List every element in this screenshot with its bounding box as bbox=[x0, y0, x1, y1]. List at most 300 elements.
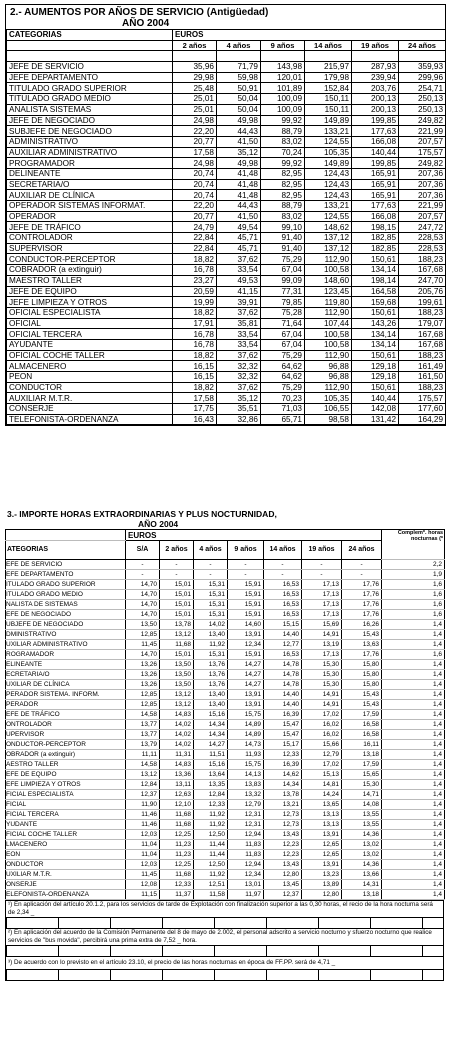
value-cell: 67,04 bbox=[261, 265, 305, 276]
category-cell: ONDUCTOR-PERCEPTOR bbox=[6, 740, 126, 750]
value-cell: 96,88 bbox=[305, 361, 352, 372]
col-header: 4 años bbox=[194, 541, 228, 560]
category-cell: ONTROLADOR bbox=[6, 720, 126, 730]
table-row bbox=[7, 104, 446, 115]
value-cell: 22,20 bbox=[173, 126, 217, 137]
spacer-row bbox=[7, 51, 446, 62]
value-cell: 44,43 bbox=[217, 126, 261, 137]
category-cell: JEFE DE NEGOCIADO bbox=[7, 115, 173, 126]
table-row bbox=[6, 680, 445, 690]
table-row bbox=[6, 600, 445, 610]
value-cell: 71,64 bbox=[261, 318, 305, 329]
table-row bbox=[7, 318, 446, 329]
value-cell: 37,62 bbox=[217, 307, 261, 318]
value-cell: 12,08 bbox=[126, 880, 160, 890]
value-cell: 15,43 bbox=[342, 630, 382, 640]
complement-cell: 2,2 bbox=[382, 560, 445, 570]
category-cell: TITULADO GRADO SUPERIOR bbox=[7, 83, 173, 94]
columns-header-row bbox=[6, 541, 445, 560]
value-cell: 198,15 bbox=[352, 222, 399, 233]
category-cell: YUDANTE bbox=[6, 820, 126, 830]
value-cell: 15,30 bbox=[302, 670, 342, 680]
complement-cell: 1,4 bbox=[382, 770, 445, 780]
value-cell: 13,36 bbox=[160, 770, 194, 780]
value-cell: 207,57 bbox=[399, 211, 446, 222]
value-cell: 15,91 bbox=[228, 650, 264, 660]
value-cell: 64,62 bbox=[261, 361, 305, 372]
value-cell: 82,95 bbox=[261, 168, 305, 179]
value-cell: 15,15 bbox=[264, 620, 302, 630]
category-cell: TELEFONISTA-ORDENANZA bbox=[7, 414, 173, 425]
value-cell: 11,11 bbox=[126, 750, 160, 760]
complement-cell: 1,4 bbox=[382, 830, 445, 840]
value-cell: 75,29 bbox=[261, 350, 305, 361]
category-cell: JEFE DE EQUIPO bbox=[7, 286, 173, 297]
value-cell: 77,31 bbox=[261, 286, 305, 297]
value-cell: 18,82 bbox=[173, 382, 217, 393]
value-cell: 16,43 bbox=[173, 414, 217, 425]
value-cell: 25,01 bbox=[173, 104, 217, 115]
value-cell: 134,14 bbox=[352, 339, 399, 350]
table-row bbox=[6, 760, 445, 770]
value-cell: 99,92 bbox=[261, 115, 305, 126]
value-cell: 44,43 bbox=[217, 201, 261, 212]
header-euros: EUROS bbox=[126, 530, 382, 541]
value-cell: 14,34 bbox=[264, 780, 302, 790]
year-header: 14 años bbox=[305, 40, 352, 51]
value-cell: 13,21 bbox=[264, 800, 302, 810]
value-cell: 15,13 bbox=[302, 770, 342, 780]
value-cell: 14,91 bbox=[302, 630, 342, 640]
aumentos-section bbox=[5, 4, 446, 426]
value-cell: 161,49 bbox=[399, 361, 446, 372]
value-cell: 13,43 bbox=[264, 860, 302, 870]
value-cell: 188,23 bbox=[399, 382, 446, 393]
value-cell: 137,12 bbox=[305, 233, 352, 244]
value-cell: 15,31 bbox=[194, 650, 228, 660]
category-cell: OFICIAL TERCERA bbox=[7, 329, 173, 340]
value-cell: 13,26 bbox=[126, 660, 160, 670]
table-row bbox=[7, 190, 446, 201]
category-cell: CONDUCTOR bbox=[7, 382, 173, 393]
value-cell: 29,98 bbox=[173, 72, 217, 83]
aumentos-table bbox=[6, 29, 446, 425]
value-cell: 175,57 bbox=[399, 393, 446, 404]
value-cell: 12,33 bbox=[264, 750, 302, 760]
complement-cell: 1,4 bbox=[382, 700, 445, 710]
category-cell: EFE LIMPIEZA Y OTROS bbox=[6, 780, 126, 790]
divider bbox=[6, 917, 443, 928]
value-cell: 18,82 bbox=[173, 307, 217, 318]
value-cell: 15,65 bbox=[342, 770, 382, 780]
complement-cell: 1,4 bbox=[382, 630, 445, 640]
value-cell: 124,43 bbox=[305, 179, 352, 190]
value-cell: 119,80 bbox=[305, 297, 352, 308]
year-header: 4 años bbox=[217, 40, 261, 51]
value-cell: 14,02 bbox=[160, 730, 194, 740]
value-cell: 20,77 bbox=[173, 136, 217, 147]
table-row bbox=[7, 329, 446, 340]
value-cell: 13,79 bbox=[126, 740, 160, 750]
category-cell: EFE DE NEGOCIADO bbox=[6, 610, 126, 620]
value-cell: 13,76 bbox=[194, 680, 228, 690]
value-cell: 16,26 bbox=[342, 620, 382, 630]
value-cell: 12,80 bbox=[302, 890, 342, 900]
category-cell: FICIAL TERCERA bbox=[6, 810, 126, 820]
horas-extra-section bbox=[5, 509, 444, 981]
value-cell: 129,18 bbox=[352, 361, 399, 372]
value-cell: 11,45 bbox=[126, 870, 160, 880]
value-cell: 13,40 bbox=[194, 630, 228, 640]
value-cell: 35,96 bbox=[173, 62, 217, 73]
value-cell: 15,16 bbox=[194, 710, 228, 720]
value-cell: 215,97 bbox=[305, 62, 352, 73]
value-cell: 15,91 bbox=[228, 610, 264, 620]
complement-cell: 1,4 bbox=[382, 710, 445, 720]
value-cell: 254,71 bbox=[399, 83, 446, 94]
value-cell: 120,01 bbox=[261, 72, 305, 83]
value-cell: 15,17 bbox=[264, 740, 302, 750]
value-cell: - bbox=[264, 570, 302, 580]
value-cell: 20,74 bbox=[173, 190, 217, 201]
year-header: 24 años bbox=[399, 40, 446, 51]
value-cell: 12,25 bbox=[160, 860, 194, 870]
value-cell: 39,91 bbox=[217, 297, 261, 308]
value-cell: 12,34 bbox=[228, 640, 264, 650]
category-cell: OPERADOR bbox=[7, 211, 173, 222]
value-cell: 200,13 bbox=[352, 94, 399, 105]
value-cell: 166,08 bbox=[352, 211, 399, 222]
value-cell: 14,91 bbox=[302, 700, 342, 710]
value-cell: 16,53 bbox=[264, 580, 302, 590]
value-cell: 165,91 bbox=[352, 190, 399, 201]
value-cell: 123,45 bbox=[305, 286, 352, 297]
value-cell: 49,98 bbox=[217, 115, 261, 126]
value-cell: 17,76 bbox=[342, 580, 382, 590]
value-cell: 24,98 bbox=[173, 158, 217, 169]
value-cell: 15,47 bbox=[264, 720, 302, 730]
value-cell: 14,89 bbox=[228, 730, 264, 740]
category-cell: UPERVISOR bbox=[6, 730, 126, 740]
value-cell: 11,46 bbox=[126, 820, 160, 830]
table-row bbox=[6, 730, 445, 740]
category-cell: AYUDANTE bbox=[7, 339, 173, 350]
table-row bbox=[7, 94, 446, 105]
table-row bbox=[6, 770, 445, 780]
value-cell: 15,31 bbox=[194, 590, 228, 600]
value-cell: 142,08 bbox=[352, 404, 399, 415]
table-row bbox=[7, 222, 446, 233]
value-cell: 150,61 bbox=[352, 350, 399, 361]
complement-cell: 1,4 bbox=[382, 820, 445, 830]
category-cell: SECRETARIA/O bbox=[7, 179, 173, 190]
category-cell: ROGRAMADOR bbox=[6, 650, 126, 660]
table-row bbox=[6, 650, 445, 660]
value-cell: 12,31 bbox=[228, 810, 264, 820]
value-cell: 165,91 bbox=[352, 179, 399, 190]
value-cell: 199,85 bbox=[352, 158, 399, 169]
value-cell: 249,82 bbox=[399, 115, 446, 126]
value-cell: 14,34 bbox=[194, 720, 228, 730]
value-cell: 17,13 bbox=[302, 650, 342, 660]
value-cell: 13,12 bbox=[160, 700, 194, 710]
value-cell: 13,89 bbox=[302, 880, 342, 890]
value-cell: 159,68 bbox=[352, 297, 399, 308]
table-row bbox=[7, 83, 446, 94]
value-cell: 13,91 bbox=[228, 690, 264, 700]
value-cell: 150,61 bbox=[352, 254, 399, 265]
value-cell: 14,78 bbox=[264, 660, 302, 670]
value-cell: 101,89 bbox=[261, 83, 305, 94]
value-cell: 50,91 bbox=[217, 83, 261, 94]
value-cell: 182,85 bbox=[352, 233, 399, 244]
value-cell: 12,33 bbox=[160, 880, 194, 890]
value-cell: 100,09 bbox=[261, 104, 305, 115]
value-cell: 299,96 bbox=[399, 72, 446, 83]
value-cell: 17,76 bbox=[342, 600, 382, 610]
value-cell: 13,13 bbox=[302, 810, 342, 820]
value-cell: 12,94 bbox=[228, 830, 264, 840]
table-row bbox=[7, 361, 446, 372]
table-row bbox=[7, 307, 446, 318]
value-cell: 112,90 bbox=[305, 350, 352, 361]
value-cell: 13,91 bbox=[228, 700, 264, 710]
value-cell: 11,23 bbox=[160, 840, 194, 850]
value-cell: 15,01 bbox=[160, 650, 194, 660]
value-cell: 228,53 bbox=[399, 243, 446, 254]
value-cell: 14,70 bbox=[126, 590, 160, 600]
category-cell: OFICIAL COCHE TALLER bbox=[7, 350, 173, 361]
value-cell: 11,97 bbox=[228, 890, 264, 900]
value-cell: 16,39 bbox=[264, 760, 302, 770]
value-cell: 11,23 bbox=[160, 850, 194, 860]
value-cell: 14,81 bbox=[302, 780, 342, 790]
value-cell: 13,12 bbox=[160, 690, 194, 700]
value-cell: 15,01 bbox=[160, 590, 194, 600]
category-cell: EFE DE EQUIPO bbox=[6, 770, 126, 780]
table-row bbox=[6, 840, 445, 850]
value-cell: 33,54 bbox=[217, 265, 261, 276]
value-cell: 11,44 bbox=[194, 850, 228, 860]
value-cell: 13,12 bbox=[160, 630, 194, 640]
complement-cell: 1,4 bbox=[382, 790, 445, 800]
value-cell: 17,13 bbox=[302, 580, 342, 590]
value-cell: 199,85 bbox=[352, 115, 399, 126]
value-cell: 134,14 bbox=[352, 329, 399, 340]
value-cell: 167,68 bbox=[399, 265, 446, 276]
value-cell: 205,76 bbox=[399, 286, 446, 297]
category-cell: OPERADOR SISTEMAS INFORMAT. bbox=[7, 201, 173, 212]
value-cell: 12,50 bbox=[194, 830, 228, 840]
value-cell: 88,79 bbox=[261, 201, 305, 212]
value-cell: 13,01 bbox=[228, 880, 264, 890]
value-cell: - bbox=[160, 570, 194, 580]
value-cell: 13,78 bbox=[160, 620, 194, 630]
table-row bbox=[6, 630, 445, 640]
value-cell: 49,53 bbox=[217, 275, 261, 286]
value-cell: 32,86 bbox=[217, 414, 261, 425]
category-cell: ELEFONISTA-ORDENANZA bbox=[6, 890, 126, 900]
category-cell: CONTROLADOR bbox=[7, 233, 173, 244]
value-cell: 14,40 bbox=[264, 700, 302, 710]
value-cell: 198,14 bbox=[352, 275, 399, 286]
value-cell: 14,31 bbox=[342, 880, 382, 890]
value-cell: - bbox=[126, 560, 160, 570]
category-cell: PROGRAMADOR bbox=[7, 158, 173, 169]
value-cell: 287,93 bbox=[352, 62, 399, 73]
value-cell: 83,02 bbox=[261, 211, 305, 222]
category-cell: UXILIAR M.T.R. bbox=[6, 870, 126, 880]
value-cell: 106,55 bbox=[305, 404, 352, 415]
value-cell: 133,21 bbox=[305, 201, 352, 212]
value-cell: 14,27 bbox=[194, 740, 228, 750]
complement-cell: 1,9 bbox=[382, 570, 445, 580]
value-cell: 13,02 bbox=[342, 840, 382, 850]
value-cell: 16,15 bbox=[173, 361, 217, 372]
table-row bbox=[7, 211, 446, 222]
complement-cell: 1,4 bbox=[382, 720, 445, 730]
value-cell: - bbox=[302, 560, 342, 570]
value-cell: 13,43 bbox=[264, 830, 302, 840]
value-cell: 17,59 bbox=[342, 760, 382, 770]
section-title: 3.- IMPORTE HORAS EXTRAORDINARIAS Y PLUS NOCTURNIDAD, bbox=[7, 509, 277, 519]
complement-cell: 1,6 bbox=[382, 650, 445, 660]
table-row bbox=[6, 560, 445, 570]
complement-cell: 1,6 bbox=[382, 590, 445, 600]
table-row bbox=[6, 800, 445, 810]
value-cell: 14,58 bbox=[126, 710, 160, 720]
value-cell: 12,23 bbox=[264, 840, 302, 850]
value-cell: 124,43 bbox=[305, 190, 352, 201]
value-cell: 15,69 bbox=[302, 620, 342, 630]
value-cell: 165,91 bbox=[352, 168, 399, 179]
complement-cell: 1,4 bbox=[382, 870, 445, 880]
footnote-3: ³) De acuerdo con lo previsto en el artículo 23.10, el precio de las horas nocturnas en época de FF.PP. será de 4,71 _ bbox=[6, 956, 443, 969]
complement-cell: 1,4 bbox=[382, 780, 445, 790]
complement-cell: 1,6 bbox=[382, 580, 445, 590]
value-cell: 13,23 bbox=[302, 870, 342, 880]
value-cell: 13,50 bbox=[160, 680, 194, 690]
header-complemento: Complem*. horas nocturnas (* bbox=[382, 530, 445, 560]
value-cell: 16,53 bbox=[264, 590, 302, 600]
value-cell: 107,44 bbox=[305, 318, 352, 329]
value-cell: 203,76 bbox=[352, 83, 399, 94]
category-cell: PEON bbox=[7, 372, 173, 383]
value-cell: 11,04 bbox=[126, 840, 160, 850]
value-cell: 70,24 bbox=[261, 147, 305, 158]
value-cell: 14,40 bbox=[264, 630, 302, 640]
complement-cell: 1,4 bbox=[382, 880, 445, 890]
value-cell: 75,28 bbox=[261, 307, 305, 318]
value-cell: 13,55 bbox=[342, 810, 382, 820]
value-cell: 15,80 bbox=[342, 670, 382, 680]
value-cell: 15,43 bbox=[342, 690, 382, 700]
value-cell: 59,98 bbox=[217, 72, 261, 83]
value-cell: 12,25 bbox=[160, 830, 194, 840]
value-cell: 12,03 bbox=[126, 830, 160, 840]
value-cell: 134,14 bbox=[352, 265, 399, 276]
value-cell: 12,85 bbox=[126, 700, 160, 710]
value-cell: 175,57 bbox=[399, 147, 446, 158]
value-cell: 37,62 bbox=[217, 382, 261, 393]
value-cell: 37,62 bbox=[217, 254, 261, 265]
value-cell: 12,79 bbox=[302, 750, 342, 760]
value-cell: 15,01 bbox=[160, 580, 194, 590]
value-cell: 13,26 bbox=[126, 670, 160, 680]
complement-cell: 1,4 bbox=[382, 680, 445, 690]
value-cell: 100,58 bbox=[305, 329, 352, 340]
value-cell: - bbox=[228, 570, 264, 580]
value-cell: 67,04 bbox=[261, 339, 305, 350]
table-row bbox=[7, 372, 446, 383]
value-cell: - bbox=[342, 560, 382, 570]
value-cell: 12,63 bbox=[160, 790, 194, 800]
table-row bbox=[6, 570, 445, 580]
value-cell: 148,60 bbox=[305, 275, 352, 286]
category-cell: CONSERJE bbox=[7, 404, 173, 415]
value-cell: 15,75 bbox=[228, 760, 264, 770]
value-cell: 67,04 bbox=[261, 329, 305, 340]
value-cell: 15,31 bbox=[194, 600, 228, 610]
value-cell: 12,03 bbox=[126, 860, 160, 870]
value-cell: 79,85 bbox=[261, 297, 305, 308]
value-cell: 13,76 bbox=[194, 670, 228, 680]
footnote-1: ¹) En aplicación del artículo 20.1.2, para los servicios de tarde de Explotación con finalización superior a las 0,30 horas, el recio de la hora nocturna será de 2,34 _ bbox=[6, 900, 443, 917]
category-cell: FICIAL bbox=[6, 800, 126, 810]
value-cell: 112,90 bbox=[305, 307, 352, 318]
value-cell: 41,48 bbox=[217, 190, 261, 201]
table-row bbox=[7, 265, 446, 276]
value-cell: 11,04 bbox=[126, 850, 160, 860]
table-row bbox=[6, 880, 445, 890]
value-cell: 64,62 bbox=[261, 372, 305, 383]
value-cell: 16,58 bbox=[342, 730, 382, 740]
value-cell: 83,02 bbox=[261, 136, 305, 147]
value-cell: 16,11 bbox=[342, 740, 382, 750]
value-cell: 12,37 bbox=[264, 890, 302, 900]
value-cell: 164,58 bbox=[352, 286, 399, 297]
complement-cell: 1,4 bbox=[382, 800, 445, 810]
complement-cell: 1,4 bbox=[382, 860, 445, 870]
category-cell: ITULADO GRADO MEDIO bbox=[6, 590, 126, 600]
value-cell: 13,91 bbox=[228, 630, 264, 640]
value-cell: 124,43 bbox=[305, 168, 352, 179]
table-row bbox=[7, 382, 446, 393]
value-cell: 14,40 bbox=[264, 690, 302, 700]
value-cell: 207,57 bbox=[399, 136, 446, 147]
divider bbox=[6, 969, 443, 980]
value-cell: 22,84 bbox=[173, 243, 217, 254]
category-cell: ADMINISTRATIVO bbox=[7, 136, 173, 147]
value-cell: 188,23 bbox=[399, 350, 446, 361]
category-cell: PERADOR SISTEMA. INFORM. bbox=[6, 690, 126, 700]
value-cell: 140,44 bbox=[352, 393, 399, 404]
value-cell: 13,77 bbox=[126, 720, 160, 730]
table-row bbox=[6, 740, 445, 750]
value-cell: 71,03 bbox=[261, 404, 305, 415]
value-cell: 13,11 bbox=[160, 780, 194, 790]
value-cell: 24,79 bbox=[173, 222, 217, 233]
value-cell: 15,91 bbox=[228, 600, 264, 610]
value-cell: 15,80 bbox=[342, 660, 382, 670]
value-cell: 143,26 bbox=[352, 318, 399, 329]
value-cell: 13,45 bbox=[264, 880, 302, 890]
value-cell: 167,68 bbox=[399, 339, 446, 350]
category-cell: UXILIAR ADMINISTRATIVO bbox=[6, 640, 126, 650]
category-cell: JEFE LIMPIEZA Y OTROS bbox=[7, 297, 173, 308]
value-cell: 82,95 bbox=[261, 179, 305, 190]
value-cell: 20,77 bbox=[173, 211, 217, 222]
